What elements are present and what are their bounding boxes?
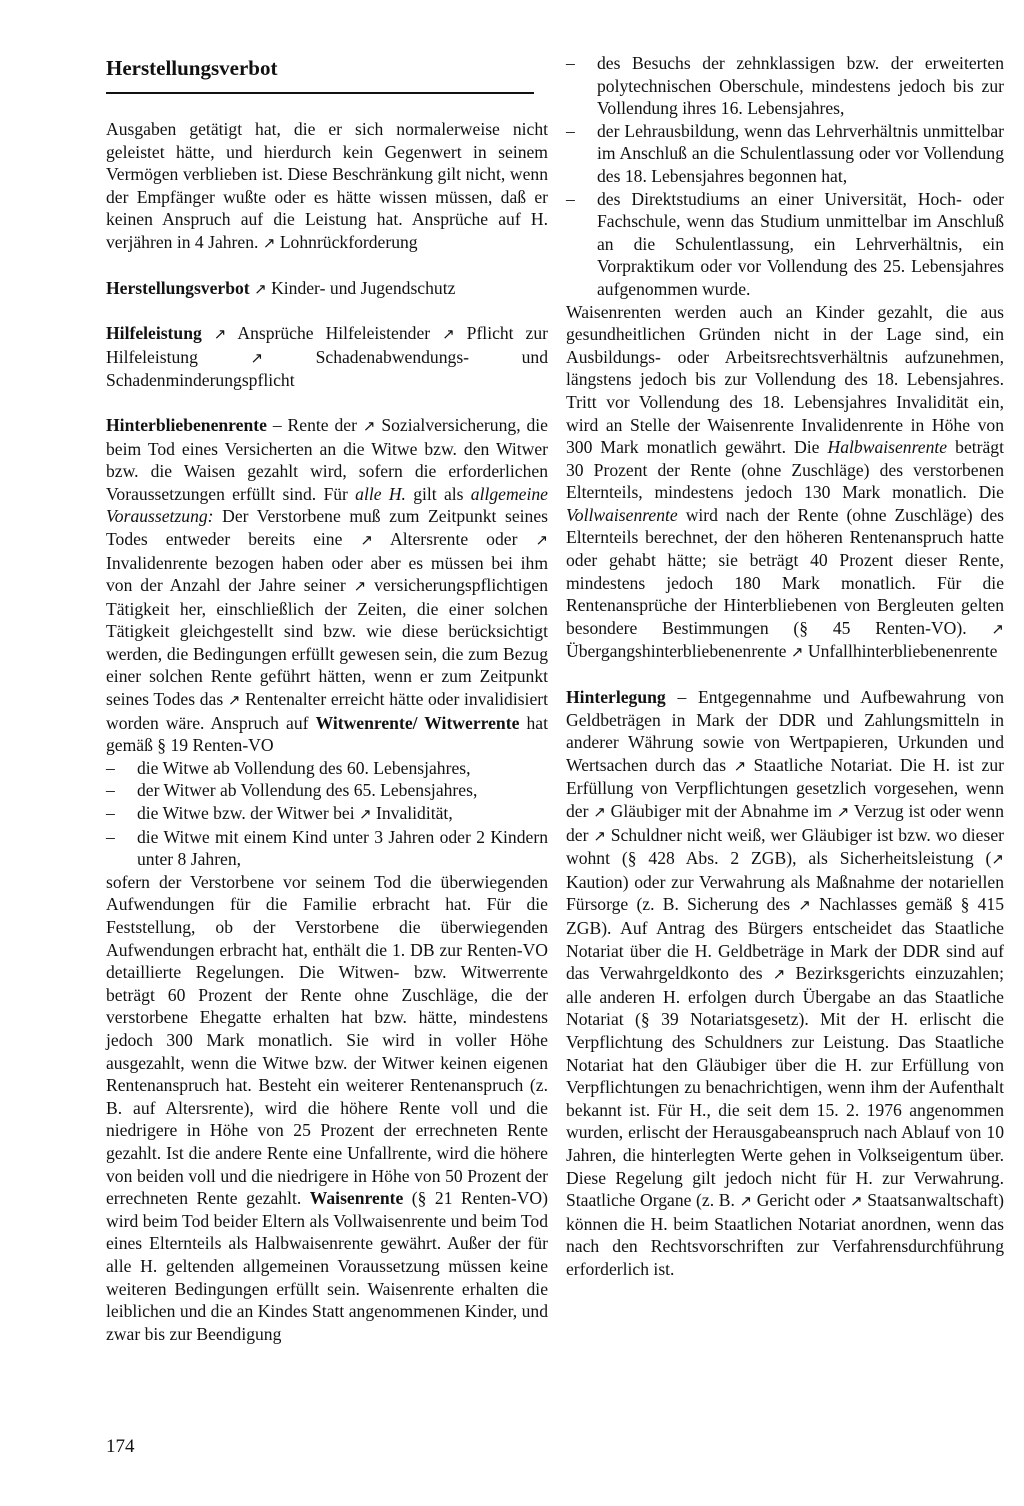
cross-reference[interactable]: Nachlasses bbox=[819, 894, 898, 915]
arrow-icon: ↗ bbox=[772, 965, 786, 984]
cross-reference[interactable]: Invalidität bbox=[376, 803, 449, 824]
bold-term: Waisenrente bbox=[309, 1188, 404, 1209]
list-item: – der Lehrausbildung, wenn das Lehrverhältnis unmittelbar im Anschluß an die Schulentlassung oder vor Vollendung des 18. Lebensjahres begonnen hat, bbox=[566, 120, 1004, 188]
arrow-icon: ↗ bbox=[254, 279, 267, 298]
arrow-icon: ↗ bbox=[836, 803, 850, 821]
arrow-icon: ↗ bbox=[227, 691, 241, 710]
arrow-icon: ↗ bbox=[213, 325, 227, 344]
arrow-icon: ↗ bbox=[790, 643, 804, 662]
cross-reference[interactable]: Unfallhinterbliebenenrente bbox=[807, 641, 998, 662]
entry-herstellungsverbot bbox=[106, 277, 548, 301]
arrow-icon: ↗ bbox=[360, 530, 373, 549]
cross-reference[interactable]: Altersrente bbox=[390, 528, 469, 549]
continuation-paragraph: Ausgaben getätigt hat, die er sich normalerweise nicht geleistet hätte, und hierdurch kein Gegenwert in seinem Vermögen verblieben ist. Diese Beschränkung gilt nicht, wenn der Empfänger wußte oder es hätte wissen müssen, daß er keinen Anspruch auf die Leistung hat. Ansprüche auf H. verjähren in 4 Jahren. ↗ Lohnrückforderung bbox=[106, 119, 548, 252]
arrow-icon: ↗ bbox=[991, 850, 1004, 869]
arrow-icon: ↗ bbox=[353, 577, 367, 596]
widow-conditions-list bbox=[106, 757, 548, 871]
cross-reference[interactable]: Bezirksgerichts bbox=[795, 963, 905, 984]
cross-reference[interactable]: Übergangshinterbliebenenrente bbox=[566, 641, 787, 662]
cross-reference[interactable]: Rentenalter bbox=[245, 689, 327, 710]
left-column bbox=[106, 118, 548, 1345]
orphan-conditions-list bbox=[566, 52, 1004, 301]
arrow-icon: ↗ bbox=[359, 805, 372, 824]
list-item: – die Witwe mit einem Kind unter 3 Jahren oder 2 Kindern unter 8 Jahren, bbox=[106, 826, 548, 871]
italic-term: allgemeine Voraussetzung: bbox=[106, 483, 548, 527]
arrow-icon: ↗ bbox=[733, 756, 747, 775]
italic-term: Halbwaisenrente bbox=[827, 437, 948, 458]
arrow-icon: ↗ bbox=[850, 1192, 863, 1211]
cross-reference[interactable]: Verzug bbox=[853, 801, 904, 821]
arrow-icon: ↗ bbox=[593, 826, 606, 845]
entry-hinterlegung: Hinterlegung – Entgegennahme und Aufbewahrung von Geldbeträgen in Mark der DDR und Zahlungsmitteln in anderer Währung sowie von Wertpapieren, Urkunden und Wertsachen durch das ↗ Staatliche Notariat. Die H. ist zur Erfüllung von Verpflichtungen gesetzlich vorgesehen, wenn der ↗ Gläubiger mit der Abnahme im ↗ Verzug ist oder wenn der ↗ Schuldner nicht weiß, wer Gläubiger ist bzw. wo dieser wohnt (§ 428 Abs. 2 ZGB), als Sicherheitsleistung (↗ Kaution) oder zur Verwahrung als Maßnahme der notariellen Fürsorge (z. B. Sicherung des ↗ Nachlasses gemäß § 415 ZGB). Auf Antrag des Bürgers entscheidet das Staatliche Notariat über die H. Geldbeträge in Mark der DDR sind auf das Verwahrgeldkonto des ↗ Bezirksgerichts einzuzahlen; alle anderen H. erfolgen durch Übergabe an das Staatliche Notariat (§ 39 Notariatsgesetz). Mit der H. erlischt die Verpflichtung des Schuldners zur Leistung. Das Staatliche Notariat hat den Gläubiger über die H. zur Erfüllung von Verpflichtungen zu benachrichtigen, wenn ihm der Aufenthalt bekannt ist. Für H., die seit dem 15. 2. 1976 angenommen wurden, erlischt der Herausgabeanspruch nach Ablauf von 10 Jahren, die hinterlegten Werte gehen in Volkseigentum über. Diese Regelung gilt jedoch nicht für H. zur Verwahrung. Staatliche Organe (z. B. ↗ Gericht oder ↗ Staatsanwaltschaft) können die H. beim Staatlichen Notariat anordnen, wenn das nach den Rechtsvorschriften zur Verfahrensdurchführung erforderlich ist. bbox=[566, 687, 1005, 1279]
entry-term: Hilfeleistung bbox=[106, 323, 202, 344]
list-item: – des Besuchs der zehnklassigen bzw. der erweiterten polytechnischen Oberschule, mindestens jedoch bis zur Vollendung ihres 16. Lebensjahres, bbox=[566, 52, 1004, 120]
cross-reference[interactable]: Schuldner bbox=[610, 824, 683, 845]
entry-continuation: sofern der Verstorbene vor seinem Tod die überwiegenden Aufwendungen für die Familie erbracht hat. Für die Feststellung, ob der Verstorbene die überwiegenden Aufwendungen erbracht hat, enthält die 1. DB zur Renten-VO detaillierte Regelungen. Die Witwen- bzw. Witwerrente beträgt 60 Prozent der Rente ohne Zuschläge, die der verstorbene Ehegatte erhalten hat bzw. hätte, mindestens jedoch 300 Mark monatlich. Sie wird in voller Höhe ausgezahlt, wenn die Witwe bzw. der Witwer keinen eigenen Rentenanspruch hat. Besteht ein weiterer Rentenanspruch (z. B. auf Altersrente), wird die höhere Rente voll und die niedrigere in Höhe von 25 Prozent der errechneten Rente gezahlt. Ist die andere Rente eine Unfallrente, wird die höhere von beiden voll und die niedrigere in Höhe von 50 Prozent der errechneten Rente gezahlt. Waisenrente (§ 21 Renten-VO) wird beim Tod beider Eltern als Vollwaisenrente und beim Tod eines Elternteils als Halbwaisenrente gewährt. Außer der für alle H. geltenden allgemeinen Voraussetzung müssen keine weiteren Bedingungen erfüllt sein. Waisenrente erhalten die leiblichen und die an Kindes Statt angenommenen Kinder, und zwar bis zur Beendigung bbox=[106, 871, 548, 1344]
italic-term: Vollwaisenrente bbox=[566, 504, 678, 525]
page-number: 174 bbox=[106, 1436, 135, 1457]
cross-reference[interactable]: Kaution bbox=[566, 871, 623, 892]
list-item: – des Direktstudiums an einer Universität, Hoch- oder Fachschule, wenn das Studium unmittelbar im Anschluß an die Schulentlassung, ein Lehrverhältnis, ein Vorpraktikum oder vor Vollendung des 25. Lebensjahres aufgenommen wurde. bbox=[566, 188, 1004, 301]
list-item: – die Witwe bzw. der Witwer bei ↗ Invalidität, bbox=[106, 802, 548, 826]
cross-reference[interactable]: Kinder- und Jugendschutz bbox=[271, 277, 456, 298]
arrow-icon: ↗ bbox=[442, 325, 455, 344]
cross-reference[interactable]: Gläubiger bbox=[610, 801, 681, 821]
entry-continuation: Waisenrenten werden auch an Kinder gezahlt, die aus gesundheitlichen Gründen nicht in der Lage sind, ein Ausbildungs- oder Arbeitsrechtsverhältnis aufzunehmen, längstens jedoch bis zur Vollendung des 18. Lebensjahres. Tritt vor Vollendung des 18. Lebensjahres Invalidität ein, wird an Stelle der Waisenrente Invalidenrente in Höhe von 300 Mark monatlich gewährt. Die Halbwaisenrente beträgt 30 Prozent der Rente (ohne Zuschläge) des verstorbenen Elternteils, mindestens jedoch 130 Mark monatlich. Die Vollwaisenrente wird nach der Rente (ohne Zuschläge) des Elternteils berechnet, der den höheren Rentenanspruch hatte oder gehabt hätte; sie beträgt 40 Prozent dieser Rente, mindestens jedoch 180 Mark monatlich. Für die Rentenansprüche der Hinterbliebenen von Bergleuten gelten besondere Bestimmungen (§ 45 Renten-VO). ↗ Übergangshinterbliebenenrente ↗ Unfallhinterbliebenenrente bbox=[566, 301, 1004, 662]
header-rule bbox=[106, 92, 534, 94]
cross-reference[interactable]: Schadenabwendungs- und Schadenminderungspflicht bbox=[106, 346, 548, 391]
arrow-icon: ↗ bbox=[262, 233, 276, 252]
arrow-icon: ↗ bbox=[362, 416, 376, 435]
list-item: – der Witwer ab Vollendung des 65. Lebensjahres, bbox=[106, 779, 548, 802]
arrow-icon: ↗ bbox=[991, 619, 1004, 638]
arrow-icon: ↗ bbox=[250, 348, 264, 367]
italic-term: alle H. bbox=[355, 483, 406, 504]
entry-hilfeleistung bbox=[106, 322, 548, 392]
arrow-icon: ↗ bbox=[798, 896, 811, 915]
cross-reference[interactable]: Sozialversicherung bbox=[381, 414, 517, 435]
right-column bbox=[566, 52, 1004, 1280]
arrow-icon: ↗ bbox=[535, 530, 549, 549]
bold-term: Witwenrente/ Witwerrente bbox=[315, 712, 520, 733]
cross-reference[interactable]: Invalidenrente bbox=[106, 552, 208, 573]
entry-term: Hinterlegung bbox=[566, 687, 666, 708]
running-header-title: Herstellungsverbot bbox=[106, 56, 278, 80]
cross-reference[interactable]: Gericht bbox=[756, 1190, 810, 1211]
cross-reference[interactable]: versicherungspflichtigen Tätigkeit bbox=[106, 575, 548, 619]
cross-reference[interactable]: Staatsanwaltschaft bbox=[867, 1190, 999, 1211]
cross-reference[interactable]: Ansprüche Hilfeleistender bbox=[237, 323, 431, 344]
arrow-icon: ↗ bbox=[739, 1192, 753, 1211]
cross-reference[interactable]: Staatliche Notariat bbox=[753, 754, 889, 775]
entry-term: Herstellungsverbot bbox=[106, 277, 250, 298]
entry-hinterbliebenenrente: Hinterbliebenenrente – Rente der ↗ Sozialversicherung, die beim Tod eines Versicherten an die Witwe bzw. den Witwer bzw. die Waisen gezahlt wird, sofern die erforderlichen Voraussetzungen erfüllt sind. Für alle H. gilt als allgemeine Voraussetzung: Der Verstorbene muß zum Zeitpunkt seines Todes entweder bereits eine ↗ Altersrente oder ↗ Invalidenrente bezogen haben oder aber es müssen bei ihm von der Anzahl der Jahre seiner ↗ versicherungspflichtigen Tätigkeit her, einschließlich der Zeiten, die einer solchen Tätigkeit gleichgestellt sind bzw. wie diese berücksichtigt werden, die Bedingungen erfüllt gewesen sein, die zum Bezug einer solchen Rente geführt hätten, wenn er zum Zeitpunkt seines Todes das ↗ Rentenalter erreicht hätte oder invalidisiert worden wäre. Anspruch auf Witwenrente/ Witwerrente hat gemäß § 19 Renten-VO bbox=[106, 414, 549, 756]
entry-term: Hinterbliebenenrente bbox=[106, 414, 267, 435]
list-item: – die Witwe ab Vollendung des 60. Lebensjahres, bbox=[106, 757, 548, 780]
cross-reference[interactable]: Lohnrückforderung bbox=[279, 231, 418, 252]
cross-reference[interactable]: Pflicht zur Hilfeleistung bbox=[106, 323, 549, 367]
arrow-icon: ↗ bbox=[593, 803, 606, 821]
